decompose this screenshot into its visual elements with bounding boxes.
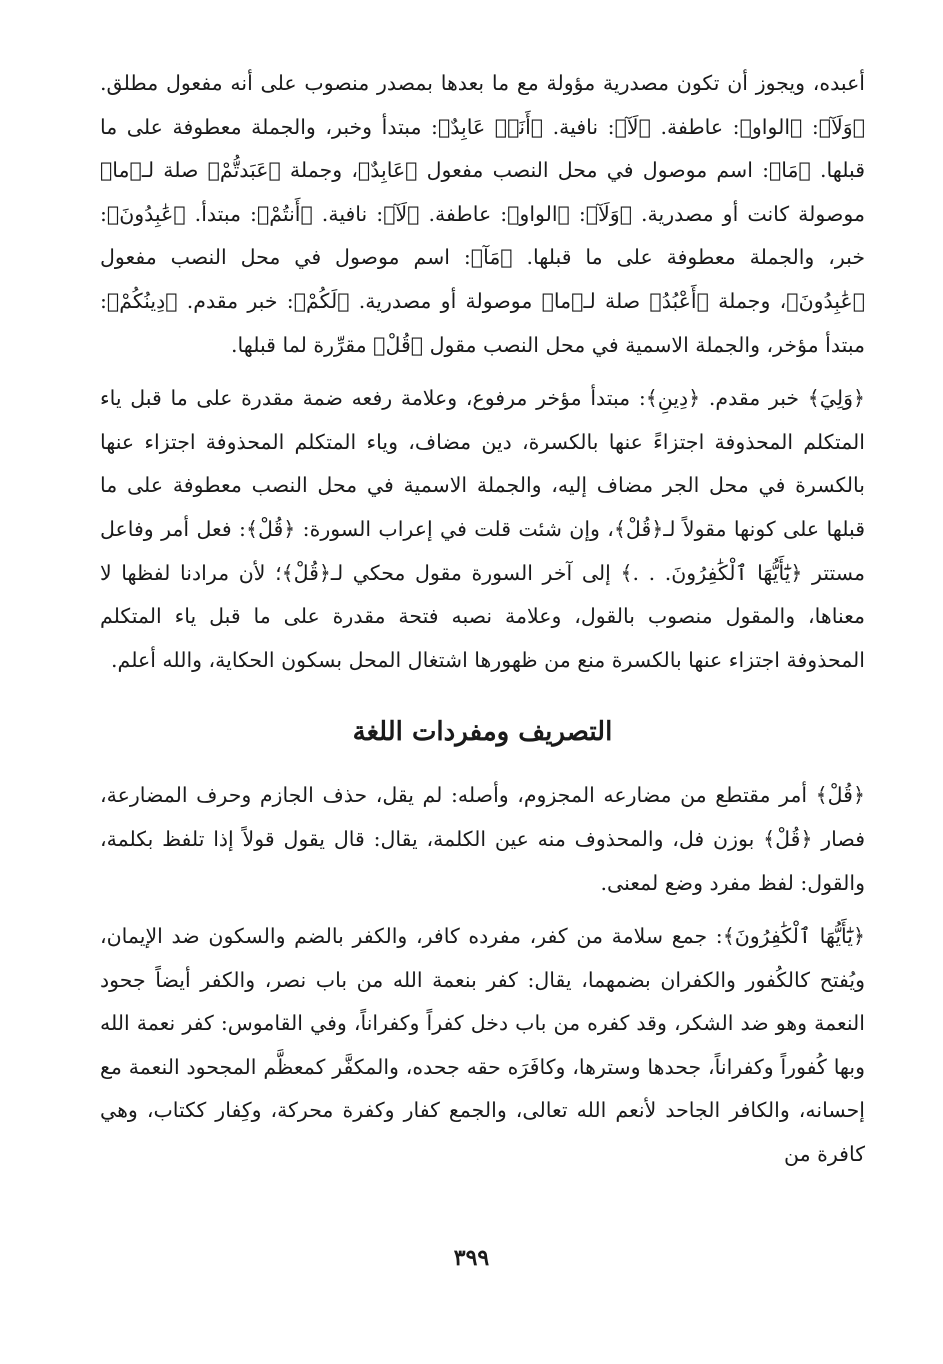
paragraph-morphology-2: ﴿يَٰٓأَيُّهَا ٱلْكَٰفِرُونَ﴾: جمع سلامة من كفر، مفرده كافر، والكفر بالضم والسكون ضد الإيمان، ويُفتح كالكُفور والكفران بضمهما، يقال: كفر بنعمة الله من باب نصر، والكفر أيضاً جحود النعمة وهو ضد الشكر، وقد كفره من باب دخل كفراً وكفراناً، وفي القاموس: كفر نعمة الله وبها كُفوراً وكفراناً، جحدها وسترها، وكافَرَه حقه جحده، والمكفَّر كمعظَّم المجحود النعمة مع إحسانه، والكافر الجاحد لأنعم الله تعالى، والجمع كفار وكفرة محركة، وكِفار ككتاب، وهي كافرة من — [100, 924, 865, 1167]
page-number: ٣٩٩ — [453, 1245, 490, 1271]
paragraph-grammar-1: أعبده، ويجوز أن تكون مصدرية مؤولة مع ما بعدها بمصدر منصوب على أنه مفعول مطلق. ﴿وَلَآ﴾: ﴿الواو﴾: عاطفة. ﴿لَآ﴾: نافية. ﴿أَنَا۠ عَابِدٌ﴾: مبتدأ وخبر، والجملة معطوفة على ما قبلها. ﴿مَا﴾: اسم موصول في محل النصب مفعول ﴿عَابِدٌ﴾، وجملة ﴿عَبَدتُّمْ﴾ صلة لـ﴿ما﴾ موصولة كانت أو مصدرية. ﴿وَلَآ﴾: ﴿الواو﴾: عاطفة. ﴿لَآ﴾: نافية. ﴿أَنتُمْ﴾: مبتدأ. ﴿عَٰبِدُونَ﴾: خبر، والجملة معطوفة على ما قبلها. ﴿مَآ﴾: اسم موصول في محل النصب مفعول ﴿عَٰبِدُونَ﴾، وجملة ﴿أَعْبُدُ﴾ صلة لـ﴿ما﴾ موصولة أو مصدرية. ﴿لَكُمْ﴾: خبر مقدم. ﴿دِينُكُمْ﴾: مبتدأ مؤخر، والجملة الاسمية في محل النصب مقول ﴿قُلْ﴾ مقرِّرة لما قبلها. — [100, 71, 865, 357]
paragraph-grammar-2: ﴿وَلِيَ﴾ خبر مقدم. ﴿دِينِ﴾: مبتدأ مؤخر مرفوع، وعلامة رفعه ضمة مقدرة على ما قبل ياء المتكلم المحذوفة اجتزاءً عنها بالكسرة، دين مضاف، وياء المتكلم المحذوفة اجتزاء عنها بالكسرة في محل الجر مضاف إليه، والجملة الاسمية في محل النصب معطوفة على ما قبلها على كونها مقولاً لـ﴿قُلْ﴾، وإن شئت قلت في إعراب السورة: ﴿قُلْ﴾: فعل أمر وفاعل مستتر ﴿يَٰٓأَيُّهَا ٱلْكَٰفِرُونَ. . .﴾ إلى آخر السورة مقول محكي لـ﴿قُلْ﴾؛ لأن مرادنا لفظها لا معناها، والمقول منصوب بالقول، وعلامة نصبه فتحة مقدرة على ما قبل ياء المتكلم المحذوفة اجتزاء عنها بالكسرة منع من ظهورها اشتغال المحل بسكون الحكاية، والله أعلم. — [100, 386, 865, 672]
page-body — [100, 62, 865, 1177]
section-heading: التصريف ومفردات اللغة — [352, 717, 613, 748]
paragraph-morphology-1: ﴿قُلْ﴾ أمر مقتطع من مضارعه المجزوم، وأصله: لم يقل، حذف الجازم وحرف المضارعة، فصار ﴿قُلْ﴾ بوزن فل، والمحذوف منه عين الكلمة، يقال: قال يقول قولاً إذا تلفظ بكلمة، والقول: لفظ مفرد وضع لمعنى. — [100, 783, 865, 895]
